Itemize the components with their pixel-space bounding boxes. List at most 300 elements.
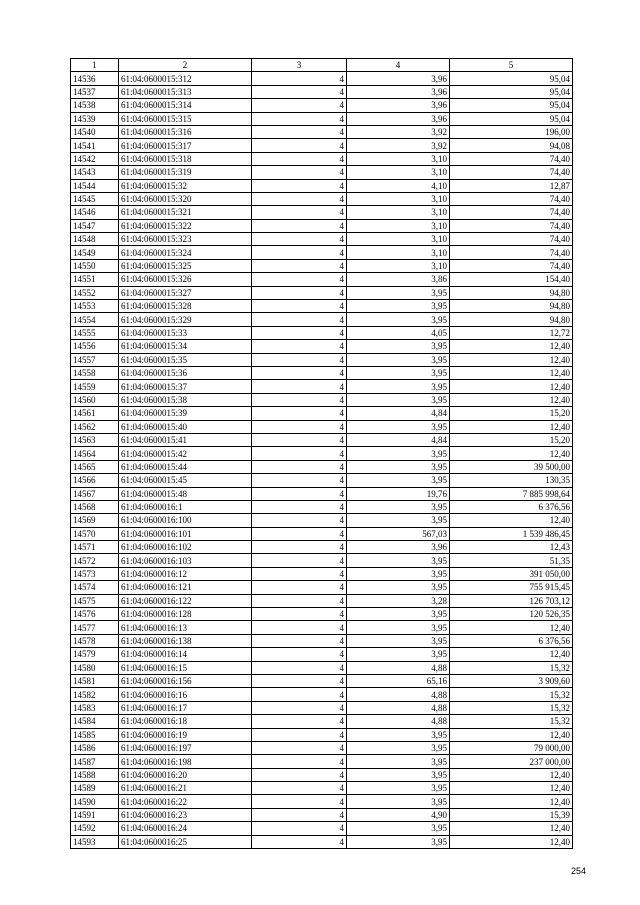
table-body (71, 72, 573, 849)
column-4-cell: 3,95 (347, 741, 450, 754)
column-4-cell: 3,10 (347, 259, 450, 272)
column-3-cell: 4 (252, 219, 347, 232)
column-3-cell: 4 (252, 701, 347, 714)
column-3-cell: 4 (252, 300, 347, 313)
cadastral-number-cell: 61:04:0600016:100 (119, 514, 252, 527)
table-row (71, 366, 573, 379)
table-row (71, 259, 573, 272)
row-number-cell: 14579 (71, 648, 119, 661)
column-3-cell: 4 (252, 460, 347, 473)
table-row (71, 340, 573, 353)
column-3-cell: 4 (252, 380, 347, 393)
column-5-cell: 12,40 (450, 782, 573, 795)
column-4-cell: 3,86 (347, 273, 450, 286)
column-4-cell: 3,10 (347, 233, 450, 246)
cadastral-number-cell: 61:04:0600016:122 (119, 594, 252, 607)
table-row (71, 233, 573, 246)
row-number-cell: 14587 (71, 755, 119, 768)
row-number-cell: 14586 (71, 741, 119, 754)
column-5-cell: 12,40 (450, 380, 573, 393)
column-5-cell: 196,00 (450, 125, 573, 138)
row-number-cell: 14547 (71, 219, 119, 232)
row-number-cell: 14561 (71, 407, 119, 420)
table-row (71, 621, 573, 634)
row-number-cell: 14573 (71, 567, 119, 580)
column-5-cell: 94,80 (450, 313, 573, 326)
table-row (71, 420, 573, 433)
column-4-cell: 3,96 (347, 72, 450, 85)
column-4-cell: 3,92 (347, 125, 450, 138)
column-5-cell: 94,08 (450, 139, 573, 152)
cadastral-number-cell: 61:04:0600015:316 (119, 125, 252, 138)
table-row (71, 286, 573, 299)
table-row (71, 152, 573, 165)
column-4-cell: 3,95 (347, 621, 450, 634)
column-5-cell: 15,32 (450, 701, 573, 714)
column-5-cell: 15,32 (450, 661, 573, 674)
cadastral-number-cell: 61:04:0600016:18 (119, 715, 252, 728)
header-row (71, 59, 573, 72)
column-4-cell: 3,95 (347, 340, 450, 353)
table-row (71, 594, 573, 607)
column-5-cell: 391 050,00 (450, 567, 573, 580)
column-5-cell: 12,40 (450, 648, 573, 661)
row-number-cell: 14592 (71, 822, 119, 835)
column-3-cell: 4 (252, 420, 347, 433)
cadastral-number-cell: 61:04:0600015:314 (119, 99, 252, 112)
column-5-cell: 12,40 (450, 621, 573, 634)
row-number-cell: 14557 (71, 353, 119, 366)
cadastral-number-cell: 61:04:0600015:326 (119, 273, 252, 286)
table-row (71, 541, 573, 554)
column-5-cell: 154,40 (450, 273, 573, 286)
column-3-cell: 4 (252, 99, 347, 112)
column-3-cell: 4 (252, 567, 347, 580)
table-row (71, 273, 573, 286)
column-5-cell: 94,80 (450, 300, 573, 313)
row-number-cell: 14568 (71, 500, 119, 513)
table-row (71, 125, 573, 138)
row-number-cell: 14558 (71, 366, 119, 379)
table-row (71, 741, 573, 754)
row-number-cell: 14566 (71, 474, 119, 487)
column-3-cell: 4 (252, 808, 347, 821)
row-number-cell: 14580 (71, 661, 119, 674)
table-row (71, 72, 573, 85)
cadastral-number-cell: 61:04:0600016:15 (119, 661, 252, 674)
table-row (71, 715, 573, 728)
column-5-cell: 126 703,12 (450, 594, 573, 607)
column-3-cell: 4 (252, 433, 347, 446)
column-4-cell: 3,95 (347, 393, 450, 406)
column-5-cell: 74,40 (450, 192, 573, 205)
row-number-cell: 14588 (71, 768, 119, 781)
row-number-cell: 14585 (71, 728, 119, 741)
table-row (71, 313, 573, 326)
row-number-cell: 14578 (71, 634, 119, 647)
table-row (71, 554, 573, 567)
column-4-cell: 3,95 (347, 500, 450, 513)
cadastral-number-cell: 61:04:0600016:23 (119, 808, 252, 821)
cadastral-number-cell: 61:04:0600015:324 (119, 246, 252, 259)
column-4-cell: 4,88 (347, 701, 450, 714)
cadastral-number-cell: 61:04:0600015:32 (119, 179, 252, 192)
column-3-cell: 4 (252, 313, 347, 326)
row-number-cell: 14553 (71, 300, 119, 313)
table-row (71, 581, 573, 594)
column-4-cell: 3,95 (347, 634, 450, 647)
cadastral-number-cell: 61:04:0600016:19 (119, 728, 252, 741)
cadastral-number-cell: 61:04:0600016:138 (119, 634, 252, 647)
cadastral-number-cell: 61:04:0600015:322 (119, 219, 252, 232)
column-3-cell: 4 (252, 741, 347, 754)
column-5-cell: 12,43 (450, 541, 573, 554)
cadastral-number-cell: 61:04:0600015:41 (119, 433, 252, 446)
row-number-cell: 14552 (71, 286, 119, 299)
column-4-cell: 3,95 (347, 581, 450, 594)
column-3-cell: 4 (252, 273, 347, 286)
table-row (71, 808, 573, 821)
cadastral-number-cell: 61:04:0600015:313 (119, 85, 252, 98)
column-3-cell: 4 (252, 206, 347, 219)
column-3-cell: 4 (252, 541, 347, 554)
column-4-cell: 567,03 (347, 527, 450, 540)
column-3-cell: 4 (252, 487, 347, 500)
column-4-cell: 3,96 (347, 112, 450, 125)
column-3-cell: 4 (252, 728, 347, 741)
cadastral-number-cell: 61:04:0600015:37 (119, 380, 252, 393)
cadastral-number-cell: 61:04:0600015:321 (119, 206, 252, 219)
cadastral-number-cell: 61:04:0600016:13 (119, 621, 252, 634)
cadastral-number-cell: 61:04:0600015:39 (119, 407, 252, 420)
table-row (71, 608, 573, 621)
row-number-cell: 14545 (71, 192, 119, 205)
column-3-cell: 4 (252, 340, 347, 353)
column-4-cell: 3,95 (347, 353, 450, 366)
cadastral-number-cell: 61:04:0600015:35 (119, 353, 252, 366)
cadastral-number-cell: 61:04:0600016:25 (119, 835, 252, 848)
cadastral-number-cell: 61:04:0600015:40 (119, 420, 252, 433)
column-3-cell: 4 (252, 527, 347, 540)
column-5-cell: 95,04 (450, 85, 573, 98)
column-5-cell: 74,40 (450, 166, 573, 179)
row-number-cell: 14536 (71, 72, 119, 85)
table-row (71, 326, 573, 339)
table-row (71, 99, 573, 112)
column-5-cell: 74,40 (450, 219, 573, 232)
column-5-cell: 74,40 (450, 233, 573, 246)
column-5-cell: 6 376,56 (450, 500, 573, 513)
page-number: 254 (570, 866, 586, 876)
row-number-cell: 14572 (71, 554, 119, 567)
row-number-cell: 14555 (71, 326, 119, 339)
row-number-cell: 14556 (71, 340, 119, 353)
column-4-cell: 4,84 (347, 407, 450, 420)
column-4-cell: 3,10 (347, 152, 450, 165)
column-3-cell: 4 (252, 500, 347, 513)
cadastral-number-cell: 61:04:0600016:21 (119, 782, 252, 795)
cadastral-number-cell: 61:04:0600015:36 (119, 366, 252, 379)
column-4-cell: 4,88 (347, 661, 450, 674)
column-4-cell: 4,88 (347, 688, 450, 701)
cadastral-number-cell: 61:04:0600015:48 (119, 487, 252, 500)
column-5-cell: 12,40 (450, 768, 573, 781)
column-3-cell: 4 (252, 152, 347, 165)
column-4-cell: 3,10 (347, 219, 450, 232)
column-5-cell: 12,40 (450, 420, 573, 433)
table-row (71, 179, 573, 192)
table-row (71, 634, 573, 647)
cadastral-number-cell: 61:04:0600016:198 (119, 755, 252, 768)
cadastral-number-cell: 61:04:0600015:325 (119, 259, 252, 272)
column-4-cell: 3,96 (347, 85, 450, 98)
table-row (71, 500, 573, 513)
column-3-cell: 4 (252, 768, 347, 781)
cadastral-number-cell: 61:04:0600016:101 (119, 527, 252, 540)
column-4-cell: 4,88 (347, 715, 450, 728)
column-4-cell: 3,95 (347, 608, 450, 621)
column-5-cell: 95,04 (450, 99, 573, 112)
cadastral-number-cell: 61:04:0600015:34 (119, 340, 252, 353)
row-number-cell: 14569 (71, 514, 119, 527)
column-4-cell: 3,95 (347, 474, 450, 487)
column-4-cell: 4,10 (347, 179, 450, 192)
row-number-cell: 14589 (71, 782, 119, 795)
table-row (71, 688, 573, 701)
cadastral-number-cell: 61:04:0600015:33 (119, 326, 252, 339)
column-header: 2 (119, 59, 252, 72)
row-number-cell: 14584 (71, 715, 119, 728)
cadastral-number-cell: 61:04:0600016:24 (119, 822, 252, 835)
row-number-cell: 14577 (71, 621, 119, 634)
column-5-cell: 12,40 (450, 795, 573, 808)
table-row (71, 139, 573, 152)
column-3-cell: 4 (252, 621, 347, 634)
column-5-cell: 95,04 (450, 112, 573, 125)
table-row (71, 407, 573, 420)
column-4-cell: 3,95 (347, 795, 450, 808)
row-number-cell: 14554 (71, 313, 119, 326)
table-row (71, 474, 573, 487)
cadastral-number-cell: 61:04:0600016:128 (119, 608, 252, 621)
column-3-cell: 4 (252, 259, 347, 272)
cadastral-number-cell: 61:04:0600015:327 (119, 286, 252, 299)
row-number-cell: 14544 (71, 179, 119, 192)
table-row (71, 85, 573, 98)
column-4-cell: 3,10 (347, 166, 450, 179)
row-number-cell: 14562 (71, 420, 119, 433)
table-row (71, 822, 573, 835)
column-5-cell: 39 500,00 (450, 460, 573, 473)
column-4-cell: 3,95 (347, 366, 450, 379)
row-number-cell: 14560 (71, 393, 119, 406)
table-row (71, 112, 573, 125)
table-row (71, 433, 573, 446)
row-number-cell: 14549 (71, 246, 119, 259)
column-4-cell: 4,90 (347, 808, 450, 821)
column-5-cell: 755 915,45 (450, 581, 573, 594)
column-4-cell: 3,10 (347, 192, 450, 205)
cadastral-number-cell: 61:04:0600015:45 (119, 474, 252, 487)
column-5-cell: 95,04 (450, 72, 573, 85)
column-header: 5 (450, 59, 573, 72)
cadastral-number-cell: 61:04:0600015:317 (119, 139, 252, 152)
column-4-cell: 3,95 (347, 782, 450, 795)
cadastral-number-cell: 61:04:0600015:319 (119, 166, 252, 179)
table-row (71, 353, 573, 366)
row-number-cell: 14590 (71, 795, 119, 808)
column-5-cell: 12,40 (450, 447, 573, 460)
column-4-cell: 3,96 (347, 99, 450, 112)
column-3-cell: 4 (252, 782, 347, 795)
column-3-cell: 4 (252, 674, 347, 687)
cadastral-number-cell: 61:04:0600015:42 (119, 447, 252, 460)
row-number-cell: 14576 (71, 608, 119, 621)
column-4-cell: 3,95 (347, 286, 450, 299)
table-row (71, 514, 573, 527)
column-5-cell: 15,32 (450, 715, 573, 728)
cadastral-number-cell: 61:04:0600016:17 (119, 701, 252, 714)
table-row (71, 219, 573, 232)
row-number-cell: 14540 (71, 125, 119, 138)
cadastral-number-cell: 61:04:0600016:20 (119, 768, 252, 781)
column-4-cell: 3,95 (347, 420, 450, 433)
column-4-cell: 3,95 (347, 728, 450, 741)
column-3-cell: 4 (252, 594, 347, 607)
column-3-cell: 4 (252, 755, 347, 768)
column-5-cell: 12,40 (450, 835, 573, 848)
column-3-cell: 4 (252, 822, 347, 835)
cadastral-number-cell: 61:04:0600016:103 (119, 554, 252, 567)
column-5-cell: 74,40 (450, 246, 573, 259)
table-row (71, 460, 573, 473)
cadastral-number-cell: 61:04:0600015:328 (119, 300, 252, 313)
column-5-cell: 12,40 (450, 366, 573, 379)
column-4-cell: 3,96 (347, 541, 450, 554)
row-number-cell: 14563 (71, 433, 119, 446)
row-number-cell: 14543 (71, 166, 119, 179)
column-3-cell: 4 (252, 72, 347, 85)
table-row (71, 300, 573, 313)
column-5-cell: 1 539 486,45 (450, 527, 573, 540)
column-3-cell: 4 (252, 112, 347, 125)
column-5-cell: 74,40 (450, 152, 573, 165)
data-table (70, 58, 573, 849)
table-row (71, 701, 573, 714)
column-3-cell: 4 (252, 661, 347, 674)
cadastral-number-cell: 61:04:0600015:38 (119, 393, 252, 406)
column-5-cell: 7 885 998,64 (450, 487, 573, 500)
column-3-cell: 4 (252, 835, 347, 848)
column-4-cell: 3,95 (347, 835, 450, 848)
column-3-cell: 4 (252, 715, 347, 728)
row-number-cell: 14538 (71, 99, 119, 112)
column-5-cell: 237 000,00 (450, 755, 573, 768)
column-5-cell: 12,72 (450, 326, 573, 339)
column-3-cell: 4 (252, 554, 347, 567)
column-3-cell: 4 (252, 634, 347, 647)
column-4-cell: 3,95 (347, 822, 450, 835)
column-4-cell: 3,95 (347, 648, 450, 661)
column-4-cell: 3,92 (347, 139, 450, 152)
column-4-cell: 3,10 (347, 246, 450, 259)
column-3-cell: 4 (252, 166, 347, 179)
column-5-cell: 51,35 (450, 554, 573, 567)
cadastral-number-cell: 61:04:0600015:312 (119, 72, 252, 85)
row-number-cell: 14550 (71, 259, 119, 272)
cadastral-number-cell: 61:04:0600016:1 (119, 500, 252, 513)
column-5-cell: 3 909,60 (450, 674, 573, 687)
column-4-cell: 4,84 (347, 433, 450, 446)
column-4-cell: 3,10 (347, 206, 450, 219)
row-number-cell: 14546 (71, 206, 119, 219)
column-4-cell: 3,95 (347, 380, 450, 393)
row-number-cell: 14565 (71, 460, 119, 473)
column-header: 3 (252, 59, 347, 72)
column-4-cell: 3,95 (347, 447, 450, 460)
column-5-cell: 12,40 (450, 353, 573, 366)
column-5-cell: 12,40 (450, 393, 573, 406)
column-3-cell: 4 (252, 139, 347, 152)
row-number-cell: 14567 (71, 487, 119, 500)
cadastral-number-cell: 61:04:0600016:156 (119, 674, 252, 687)
row-number-cell: 14541 (71, 139, 119, 152)
column-4-cell: 3,95 (347, 300, 450, 313)
cadastral-number-cell: 61:04:0600015:318 (119, 152, 252, 165)
table-row (71, 768, 573, 781)
row-number-cell: 14581 (71, 674, 119, 687)
table-row (71, 447, 573, 460)
column-5-cell: 12,40 (450, 822, 573, 835)
column-3-cell: 4 (252, 648, 347, 661)
column-3-cell: 4 (252, 795, 347, 808)
column-5-cell: 15,20 (450, 433, 573, 446)
cadastral-number-cell: 61:04:0600016:102 (119, 541, 252, 554)
column-3-cell: 4 (252, 514, 347, 527)
row-number-cell: 14582 (71, 688, 119, 701)
column-4-cell: 3,95 (347, 514, 450, 527)
column-3-cell: 4 (252, 192, 347, 205)
row-number-cell: 14548 (71, 233, 119, 246)
column-5-cell: 12,40 (450, 514, 573, 527)
cadastral-number-cell: 61:04:0600015:320 (119, 192, 252, 205)
column-3-cell: 4 (252, 366, 347, 379)
row-number-cell: 14551 (71, 273, 119, 286)
column-5-cell: 12,40 (450, 728, 573, 741)
table-row (71, 380, 573, 393)
table-row (71, 648, 573, 661)
table-row (71, 795, 573, 808)
column-3-cell: 4 (252, 407, 347, 420)
column-5-cell: 120 526,35 (450, 608, 573, 621)
row-number-cell: 14542 (71, 152, 119, 165)
table-row (71, 166, 573, 179)
column-4-cell: 3,28 (347, 594, 450, 607)
row-number-cell: 14574 (71, 581, 119, 594)
column-4-cell: 3,95 (347, 755, 450, 768)
column-5-cell: 74,40 (450, 259, 573, 272)
row-number-cell: 14575 (71, 594, 119, 607)
column-3-cell: 4 (252, 125, 347, 138)
column-4-cell: 65,16 (347, 674, 450, 687)
column-header: 4 (347, 59, 450, 72)
column-4-cell: 3,95 (347, 554, 450, 567)
column-3-cell: 4 (252, 581, 347, 594)
column-5-cell: 15,20 (450, 407, 573, 420)
column-header: 1 (71, 59, 119, 72)
row-number-cell: 14559 (71, 380, 119, 393)
row-number-cell: 14571 (71, 541, 119, 554)
